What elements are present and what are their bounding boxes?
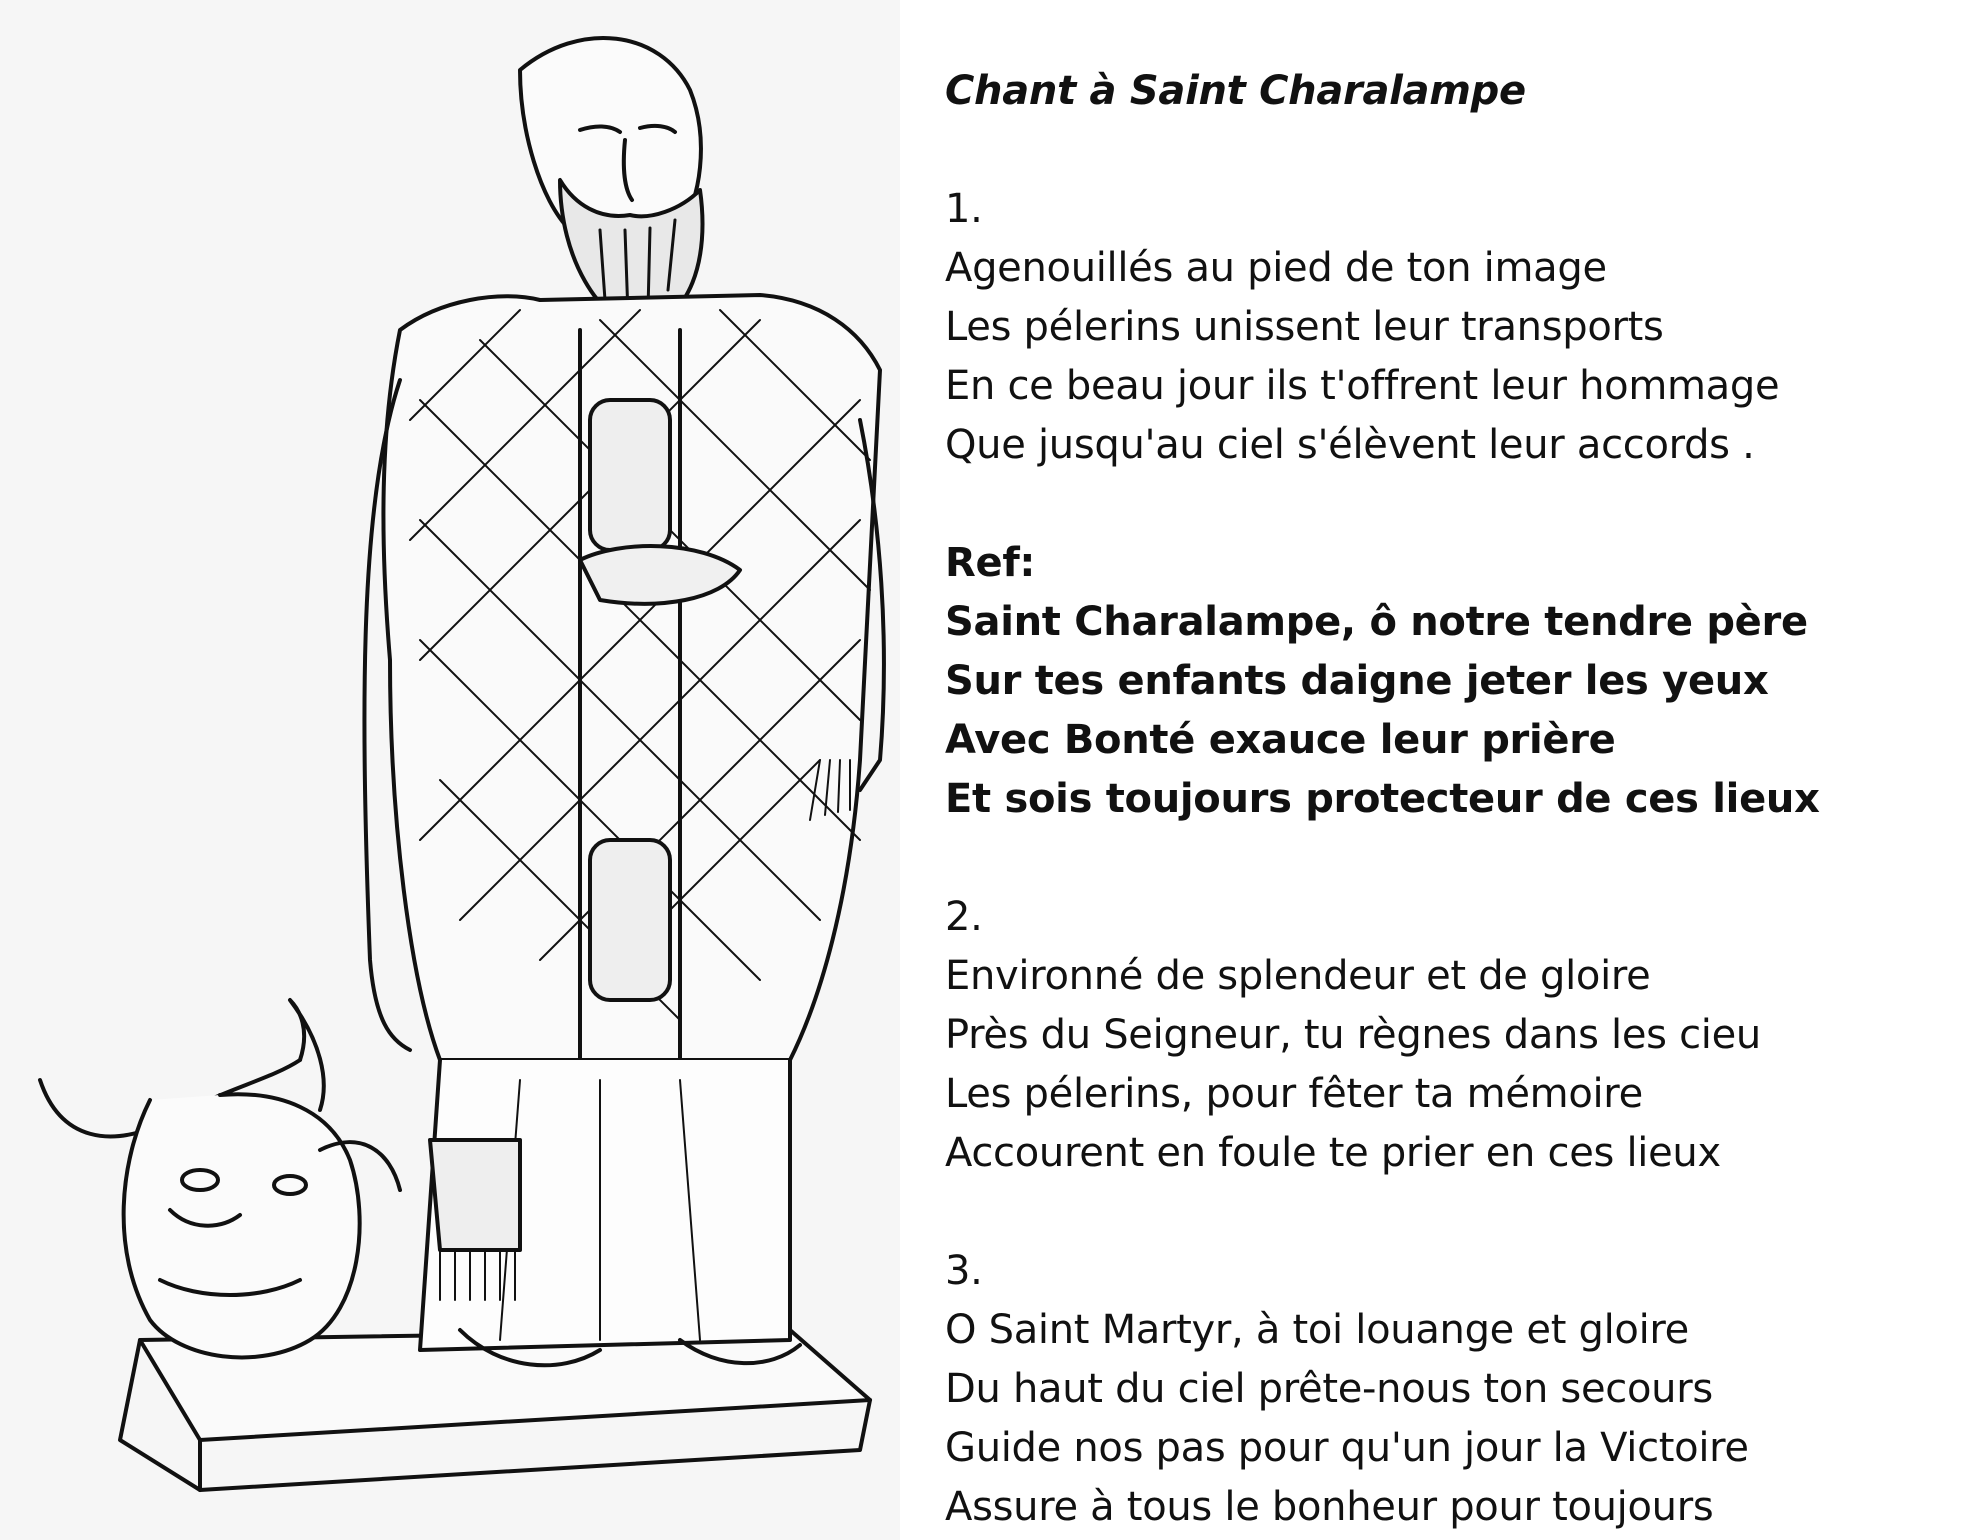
ox-head (40, 1000, 400, 1357)
verse-1-line: En ce beau jour ils t'offrent leur hommage (945, 363, 1780, 409)
verse-2-line: Accourent en foule te prier en ces lieux (945, 1130, 1721, 1176)
song-lyrics (945, 62, 1945, 1537)
song-title: Chant à Saint Charalampe (945, 68, 1526, 114)
spacer (945, 121, 1945, 180)
saint-statue-illustration (0, 0, 900, 1540)
verse-3-line: O Saint Martyr, à toi louange et gloire (945, 1307, 1689, 1353)
refrain-label: Ref: (945, 540, 1036, 586)
verse-1-number: 1. (945, 186, 983, 232)
verse-3-line: Guide nos pas pour qu'un jour la Victoire (945, 1425, 1749, 1471)
verse-3-line: Assure à tous le bonheur pour toujours (945, 1484, 1714, 1530)
verse-1-line: Les pélerins unissent leur transports (945, 304, 1664, 350)
verse-2-line: Les pélerins, pour fêter ta mémoire (945, 1071, 1643, 1117)
verse-3-line: Du haut du ciel prête-nous ton secours (945, 1366, 1713, 1412)
refrain-line: Saint Charalampe, ô notre tendre père (945, 599, 1808, 645)
refrain-line: Avec Bonté exauce leur prière (945, 717, 1616, 763)
verse-2-number: 2. (945, 894, 983, 940)
refrain-line: Et sois toujours protecteur de ces lieux (945, 776, 1820, 822)
spacer (945, 1183, 1945, 1242)
verse-1-line: Agenouillés au pied de ton image (945, 245, 1607, 291)
verse-3-number: 3. (945, 1248, 983, 1294)
spacer (945, 475, 1945, 534)
verse-2-line: Environné de splendeur et de gloire (945, 953, 1651, 999)
verse-1-line: Que jusqu'au ciel s'élèvent leur accords . (945, 422, 1755, 468)
saint-figure (364, 38, 883, 1365)
refrain-line: Sur tes enfants daigne jeter les yeux (945, 658, 1769, 704)
spacer (945, 829, 1945, 888)
verse-2-line: Près du Seigneur, tu règnes dans les cieu (945, 1012, 1761, 1058)
